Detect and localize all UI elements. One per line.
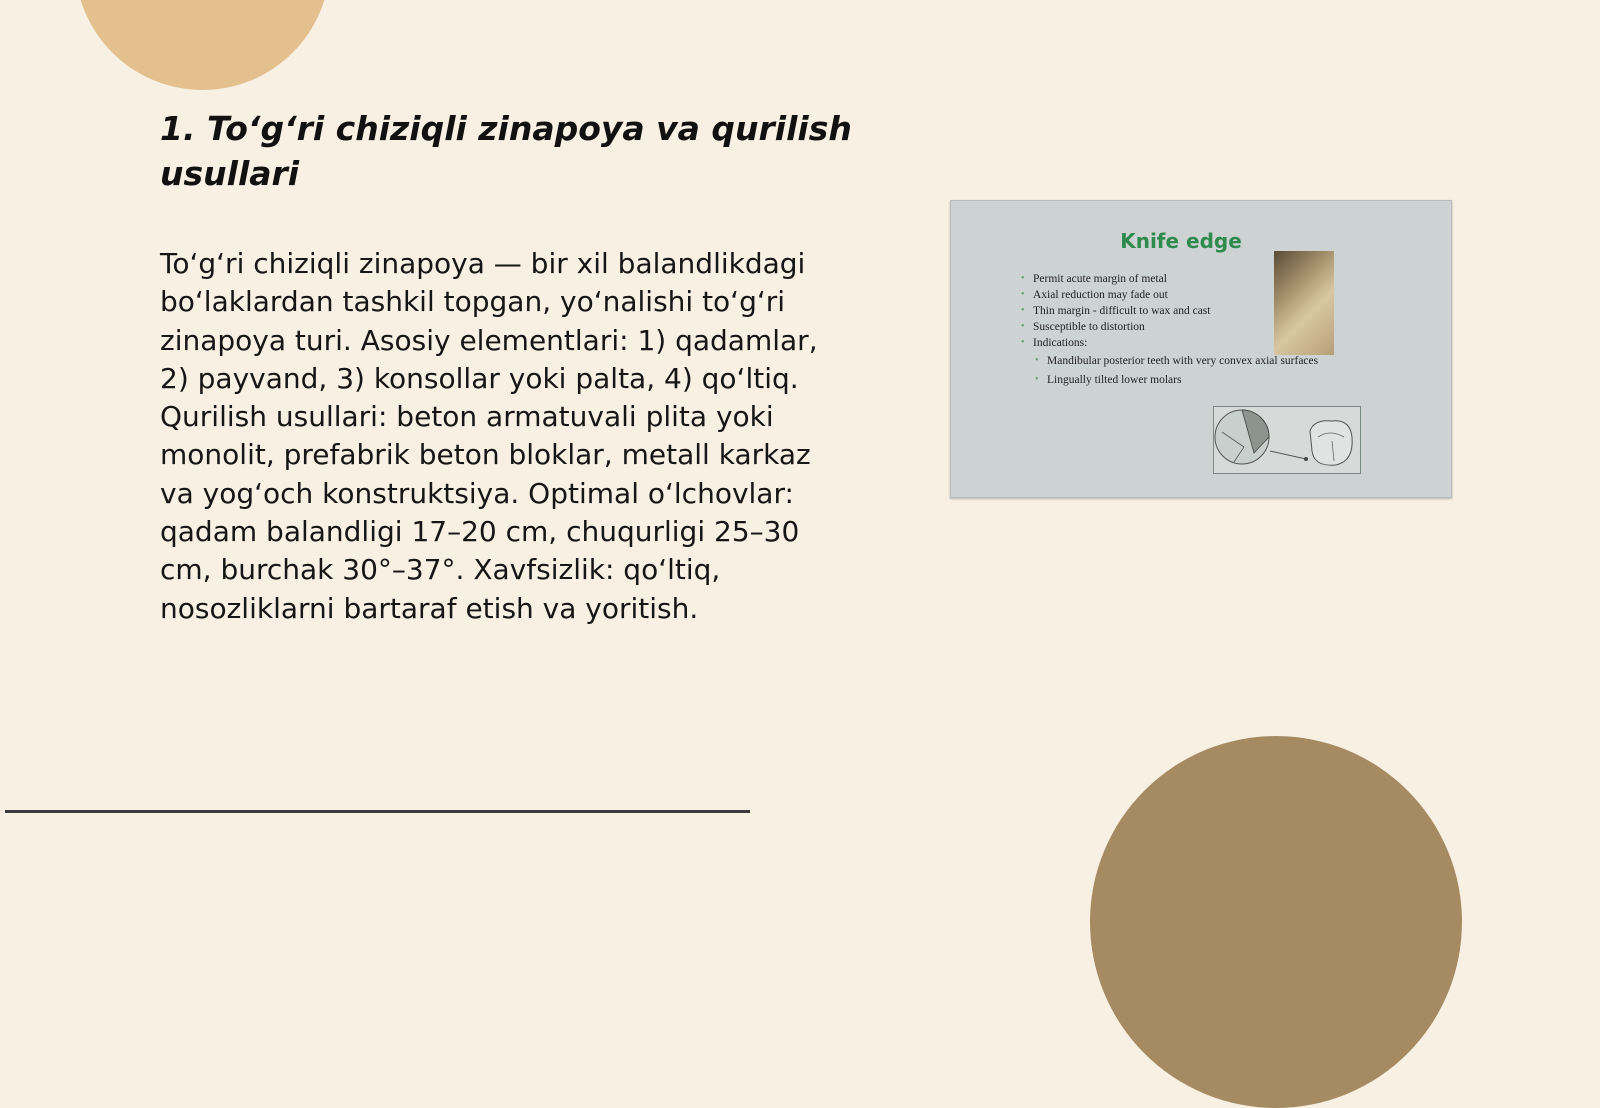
slide-body-text: To‘g‘ri chiziqli zinapoya — bir xil balandlikdagi bo‘laklardan tashkil topgan, yo‘nalishi to‘g‘ri zinapoya turi. Asosiy elementlari: 1) qadamlar, 2) payvand, 3) konsollar yoki palta, 4) qo‘ltiq. Qurilish usullari: beton armatuvali plita yoki monolit, prefabrik beton bloklar, metall karkaz va yog‘och konstruktsiya. Optimal o‘lchovlar: qadam balandligi 17–20 cm, chuqurligi 25–30 cm, burchak 30°–37°. Xavfsizlik: qo‘ltiq, nosozliklarni bartaraf etish va yoritish. <box>160 247 818 625</box>
image-bullet: • Indications: <box>1021 335 1331 351</box>
image-bullet: • Susceptible to distortion <box>1021 319 1331 335</box>
decorative-circle-bottom <box>1090 736 1462 1108</box>
image-bullet: • Axial reduction may fade out <box>1021 287 1331 303</box>
slide-title: 1. To‘g‘ri chiziqli zinapoya va qurilish usullari <box>160 109 852 193</box>
image-sub-bullet-list <box>1035 353 1335 391</box>
crown-margin-diagram <box>1213 406 1361 474</box>
divider-line <box>5 810 750 813</box>
image-title: Knife edge <box>1120 229 1242 253</box>
decorative-circle-top <box>75 0 330 90</box>
embedded-slide-image <box>950 200 1452 498</box>
tooth-photo <box>1274 251 1334 355</box>
image-bullet: • Thin margin - difficult to wax and cast <box>1021 303 1331 319</box>
image-sub-bullet: • Lingually tilted lower molars <box>1035 372 1335 388</box>
image-bullet: • Permit acute margin of metal <box>1021 271 1331 287</box>
image-sub-bullet: • Mandibular posterior teeth with very convex axial surfaces <box>1035 353 1335 369</box>
